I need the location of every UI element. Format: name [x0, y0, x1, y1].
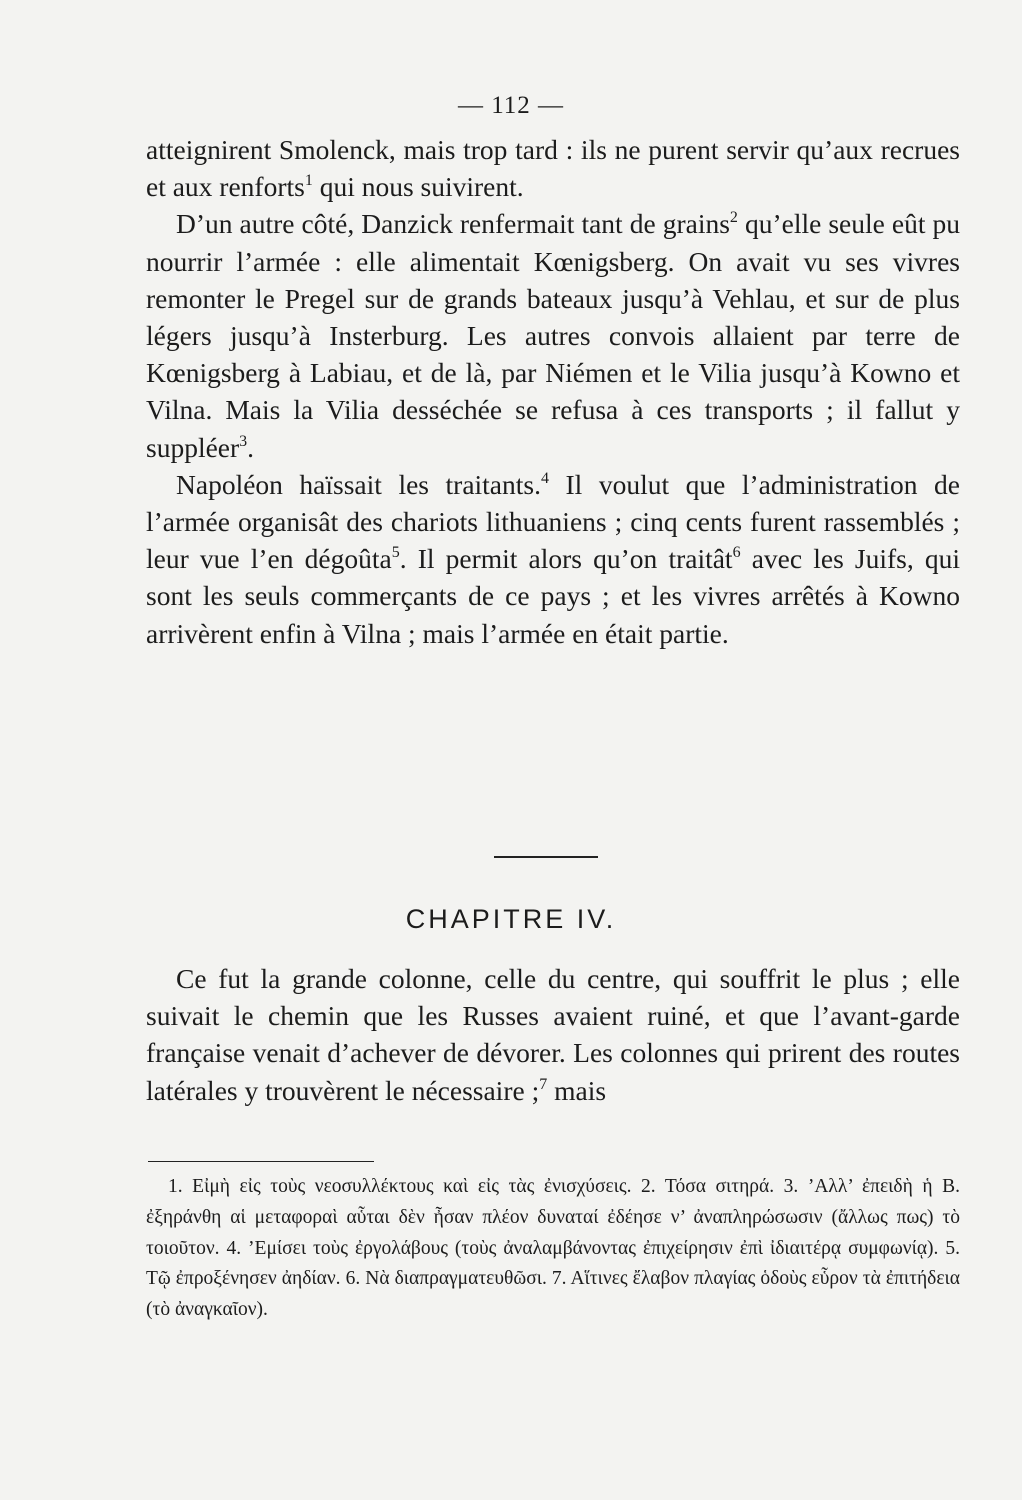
chapter-text [146, 960, 960, 1109]
footnote-marker: 4 [540, 469, 549, 487]
paragraph-text: qui nous suivirent. [312, 171, 524, 203]
paragraph-text: Il voulut que l’administration de l’armée organisât des chariots lithuaniens ; cinq cents furent rassemblés ; leur vue l’en dégoûta [146, 468, 961, 575]
chapter-title: CHAPITRE IV. [405, 904, 617, 934]
paragraph-text: atteignirent Smolenck, mais trop tard : ils ne purent servir qu’aux recrues et aux renforts [146, 134, 960, 203]
paragraph-text: . Il permit alors qu’on traitât [399, 543, 733, 575]
body-text [146, 131, 960, 652]
paragraph-continuation [146, 131, 960, 205]
page-number: — 112 — [457, 92, 565, 119]
section-divider [494, 856, 598, 858]
paragraph-text: . [247, 431, 255, 463]
footnote-marker: 6 [732, 544, 741, 562]
footnotes: 1. Εἰμὴ εἰς τοὺς νεοσυλλέκτους καὶ εἰς τὰς ἐνισχύσεις. 2. Τόσα σιτηρά. 3. ’Αλλ’ ἐπειδὴ ἡ Β. ἐξηράνθη αἱ μεταφοραὶ αὗται δὲν ἦσαν πλέον δυναταί ἐδέησε ν’ ἀναπληρώσωσιν (ἄλλως πως) τὸ τοιοῦτον. 4. ’Εμίσει τοὺς ἐργολάβους (τοὺς ἀναλαμβάνοντας ἐπιχείρησιν ἐπὶ ἰδιαιτέρᾳ συμφωνίᾳ). 5. Τῷ ἐπροξένησεν ἀηδίαν. 6. Νὰ διαπραγματευθῶσι. 7. Αἵτινες ἔλαβον πλαγίας ὁδοὺς εὗρον τὰ ἐπιτήδεια (τὸ ἀναγκαῖον). [146, 1176, 960, 1321]
footnote-rule [148, 1161, 374, 1162]
footnote-marker: 3 [239, 432, 248, 450]
paragraph-danzick [146, 205, 960, 465]
footnote-marker: 7 [539, 1075, 548, 1093]
paragraph-grande-colonne [146, 960, 960, 1109]
paragraph-text: avec les Juifs, qui sont les seuls commerçants de ce pays ; et les vivres arrêtés à Kowno arrivèrent enfin à Vilna ; mais l’armée en était partie. [146, 543, 961, 649]
paragraph-text: mais [547, 1074, 607, 1106]
footnote-marker: 5 [391, 544, 400, 562]
paragraph-text: Napoléon haïssait les traitants. [176, 468, 541, 500]
footnote-marker: 2 [729, 209, 738, 227]
paragraph-text: qu’elle seule eût pu nourrir l’armée : elle alimentait Kœnigsberg. On avait vu ses vivres remonter le Pregel sur de grands bateaux jusqu’à Vehlau, et sur de plus légers jusqu’à Insterburg. Les autres convois allaient par terre de Kœnigsberg à Labiau, et de là, par Niémen et le Vilia jusqu’à Kowno et Vilna. Mais la Vilia desséchée se refusa à ces transports ; il fallut y suppléer [146, 208, 961, 463]
paragraph-text: D’un autre côté, Danzick renfermait tant de grains [176, 208, 730, 240]
paragraph-text: Ce fut la grande colonne, celle du centre, qui souffrit le plus ; elle suivait le chemin que les Russes avaient ruiné, et que l’avant-garde française venait d’achever de dévorer. Les colonnes qui prirent des routes latérales y trouvèrent le nécessaire ; [146, 963, 960, 1106]
footnote-marker: 1 [304, 172, 313, 190]
paragraph-napoleon [146, 466, 960, 652]
